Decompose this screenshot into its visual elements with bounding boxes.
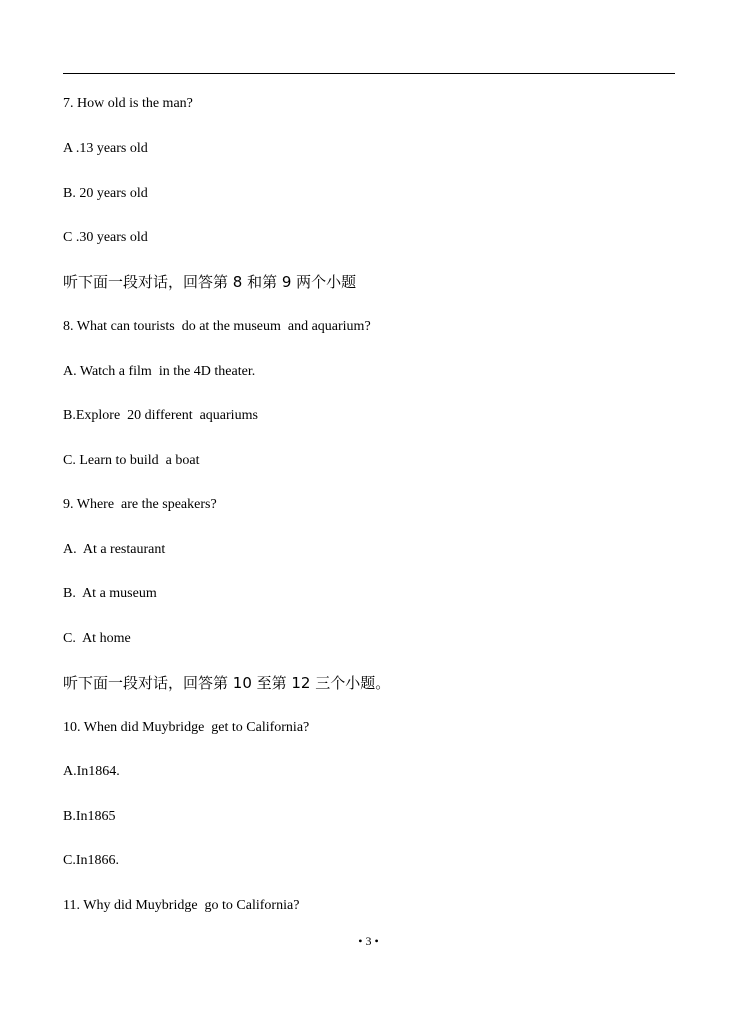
question-9-option-c: C. At home [63, 631, 131, 646]
question-10-option-b: B.In1865 [63, 809, 116, 824]
question-10-option-a: A.In1864. [63, 764, 120, 779]
question-9-option-a: A. At a restaurant [63, 542, 166, 557]
question-8-option-b: B.Explore 20 different aquariums [63, 408, 258, 423]
instruction-questions-8-9: 听下面一段对话，回答第 8 和第 9 两个小题 [63, 273, 357, 291]
question-7-option-a: A .13 years old [63, 141, 148, 156]
instruction-questions-10-12: 听下面一段对话，回答第 10 至第 12 三个小题。 [63, 674, 391, 692]
question-10-option-c: C.In1866. [63, 853, 119, 868]
header-rule [63, 73, 675, 74]
question-8: 8. What can tourists do at the museum and aquarium? [63, 319, 371, 334]
question-7: 7. How old is the man? [63, 96, 193, 111]
page-number: • 3 • [358, 934, 379, 948]
question-7-option-b: B. 20 years old [63, 186, 148, 201]
question-9: 9. Where are the speakers? [63, 497, 217, 512]
question-8-option-c: C. Learn to build a boat [63, 453, 200, 468]
question-11: 11. Why did Muybridge go to California? [63, 898, 300, 913]
question-7-option-c: C .30 years old [63, 230, 148, 245]
question-8-option-a: A. Watch a film in the 4D theater. [63, 364, 256, 379]
question-10: 10. When did Muybridge get to California? [63, 720, 310, 735]
question-9-option-b: B. At a museum [63, 586, 157, 601]
